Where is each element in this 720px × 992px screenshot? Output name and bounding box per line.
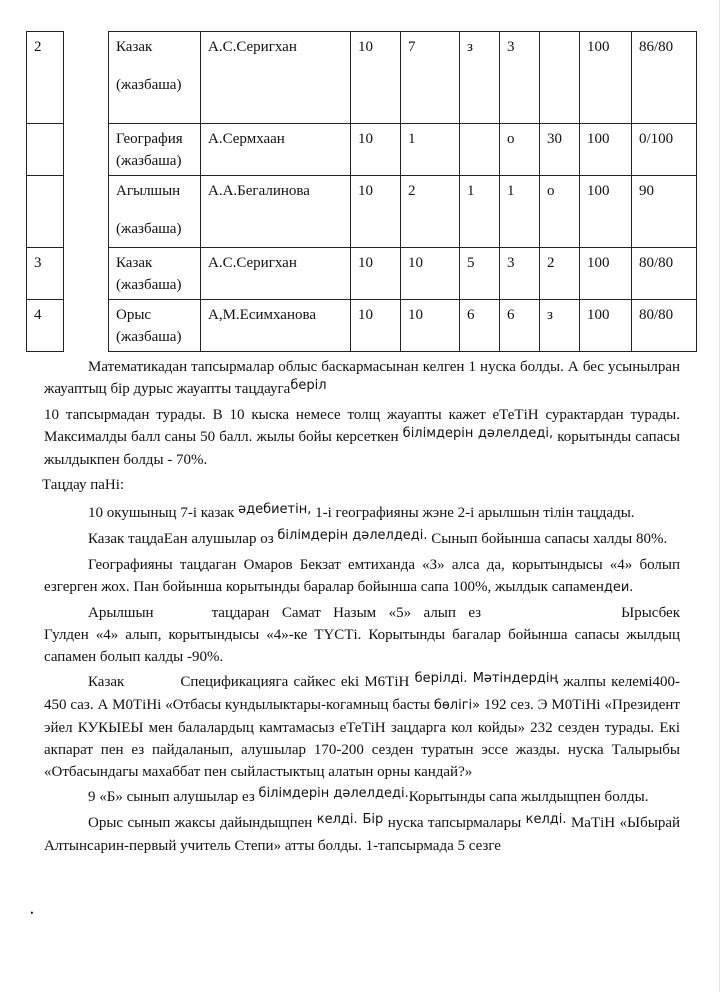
paragraph-kazakh-spec bbox=[44, 671, 680, 783]
subject-form: (жазбаша) bbox=[116, 277, 182, 293]
text-run: 10 тапсырмадан турады. В 10 кыска немесе толщ жауапты кажет еТеТіН сурактардан турады. Максималды балл саны 50 балл. жылы бойы керсеткен bbox=[44, 407, 680, 445]
text-run: 10 окушыныц 7-і казак bbox=[88, 505, 235, 521]
text-run: нуска тапсырмалары bbox=[387, 815, 522, 831]
paragraph-math bbox=[44, 356, 680, 401]
value-cell: 2 bbox=[540, 248, 580, 300]
paragraph-math-cont bbox=[44, 404, 680, 471]
text-run: МаТіН «Ыбырай Алтынсарин-первый учитель Степи» атты болды. 1-тапсырмада 5 сезге bbox=[44, 815, 681, 854]
subject-form: (жазбаша) bbox=[116, 153, 182, 169]
value-cell: о bbox=[500, 124, 540, 176]
value-cell: о bbox=[540, 176, 580, 248]
text-run: Сынып бойынша сапасы халды 80%. bbox=[431, 531, 668, 547]
grade-cell: 10 bbox=[351, 248, 401, 300]
text-run: Корытынды сапа жылдыщпен болды. bbox=[408, 789, 649, 805]
paragraph-geography bbox=[44, 554, 680, 599]
section-heading: Тацдау паНі: bbox=[42, 477, 125, 493]
table-row bbox=[27, 248, 697, 300]
text-run: 9 «Б» сынып алушылар ез bbox=[88, 789, 255, 805]
table-row bbox=[27, 300, 697, 352]
paragraph-kazakh bbox=[44, 528, 680, 551]
text-run: беріл bbox=[290, 378, 327, 393]
value-cell: 6 bbox=[460, 300, 500, 352]
results-table bbox=[26, 31, 697, 352]
text-run: келді. bbox=[525, 812, 567, 827]
text-run: тацдаран Самат Назым «5» алып ез bbox=[211, 605, 482, 621]
value-cell: 100 bbox=[580, 176, 632, 248]
row-number: 4 bbox=[27, 300, 64, 352]
subject-form: (жазбаша) bbox=[116, 221, 182, 237]
paragraph-choice bbox=[44, 502, 680, 525]
text-run: 1-і географияны жэне 2-і арылшын тілін тацдады. bbox=[315, 505, 635, 521]
report-text bbox=[44, 356, 680, 860]
text-run: Спецификацияга сайкес еkі М6ТіН bbox=[180, 674, 410, 690]
value-cell: 86/80 bbox=[632, 32, 697, 124]
grade-cell: 10 bbox=[351, 124, 401, 176]
subject-form: (жазбаша) bbox=[116, 329, 182, 345]
value-cell: 10 bbox=[401, 248, 460, 300]
text-run: келді. Бір bbox=[316, 812, 384, 827]
text-run: әдебиетін, bbox=[238, 502, 312, 517]
text-run: білімдерін дәлелдеді, bbox=[402, 426, 554, 441]
subject-form: (жазбаша) bbox=[116, 77, 182, 93]
text-run: корытынды сапасы жылдыкпен болды - 70%. bbox=[44, 429, 681, 468]
value-cell: 100 bbox=[580, 300, 632, 352]
teacher-cell: А,М.Есимханова bbox=[201, 300, 351, 352]
subject-name: География bbox=[116, 131, 183, 147]
text-run: Казак тацдаЕан алушылар оз bbox=[88, 531, 274, 547]
subject-cell bbox=[109, 300, 201, 352]
text-run: Математикадан тапсырмалар облыс баскармасынан келген 1 нуска болды. А бес усынылран жауаптыц бір дурыс жауапты тацдауга bbox=[44, 359, 680, 397]
paragraph-english bbox=[44, 602, 680, 668]
gap-cell bbox=[64, 248, 109, 300]
teacher-cell: А.С.Серигхан bbox=[201, 248, 351, 300]
value-cell: 5 bbox=[460, 248, 500, 300]
subject-name: Орыс bbox=[116, 307, 152, 323]
value-cell: 3 bbox=[500, 248, 540, 300]
gap-cell bbox=[64, 300, 109, 352]
paragraph-9b bbox=[44, 786, 680, 809]
text-run: Казак bbox=[88, 674, 125, 690]
text-run: жалпы келемі400-450 саз. А М0ТіНі «Отбасы кундылыктары-когамныц басты bbox=[44, 674, 681, 713]
value-cell: 1 bbox=[500, 176, 540, 248]
text-run: берілді. bbox=[414, 671, 468, 686]
value-cell: 6 bbox=[500, 300, 540, 352]
subject-name: Агылшын bbox=[116, 183, 181, 199]
teacher-cell: А.А.Бегалинова bbox=[201, 176, 351, 248]
value-cell: 90 bbox=[632, 176, 697, 248]
text-run: Ырысбек Гулден «4» алып, корытындысы «4»-ке ТҮСТі. Корытынды багалар бойынша сапасы жылдыц сапамен болып калды -90%. bbox=[44, 605, 680, 665]
text-run: Арылшын bbox=[88, 605, 154, 621]
teacher-cell: А.Сермхаан bbox=[201, 124, 351, 176]
table-row bbox=[27, 176, 697, 248]
text-run: білімдерін дәлелдеді. bbox=[277, 528, 428, 543]
text-run: білімдерін дәлелдеді. bbox=[258, 786, 409, 801]
text-run: бөлігі» bbox=[433, 698, 481, 713]
gap-cell bbox=[64, 124, 109, 176]
value-cell: 1 bbox=[460, 176, 500, 248]
value-cell: 0/100 bbox=[632, 124, 697, 176]
gap-cell bbox=[64, 176, 109, 248]
text-run: 192 сез. Э М0ТіНі «Президент эйел КУКЫЕЫ мен балалардыц камтамасыз еТеТіН зацдарга кол койды» 232 сезден турады. Екі акпарат пен ез пайдаланып, алушылар 170-200 сезден туратын эссе жазды. нуска Талырыбы «Отбасындагы махаббат пен сыйластыктыц алатын орны кандай?» bbox=[44, 697, 680, 780]
value-cell: 100 bbox=[580, 124, 632, 176]
subject-name: Казак bbox=[116, 255, 153, 271]
teacher-cell: А.С.Серигхан bbox=[201, 32, 351, 124]
value-cell: 2 bbox=[401, 176, 460, 248]
subject-name: Казак bbox=[116, 39, 153, 55]
row-number: 2 bbox=[27, 32, 64, 124]
value-cell: з bbox=[540, 300, 580, 352]
row-number bbox=[27, 176, 64, 248]
value-cell: 10 bbox=[401, 300, 460, 352]
value-cell: 7 bbox=[401, 32, 460, 124]
gap-cell bbox=[64, 32, 109, 124]
subject-cell bbox=[109, 176, 201, 248]
subject-cell bbox=[109, 124, 201, 176]
subject-cell bbox=[109, 32, 201, 124]
grade-cell: 10 bbox=[351, 300, 401, 352]
value-cell: 3 bbox=[500, 32, 540, 124]
grade-cell: 10 bbox=[351, 176, 401, 248]
table-row bbox=[27, 124, 697, 176]
value-cell: 1 bbox=[401, 124, 460, 176]
text-run: Орыс сынып жаксы дайындыщпен bbox=[88, 815, 313, 831]
value-cell: 100 bbox=[580, 32, 632, 124]
row-number bbox=[27, 124, 64, 176]
text-run: деи. bbox=[603, 580, 634, 595]
grade-cell: 10 bbox=[351, 32, 401, 124]
value-cell: 80/80 bbox=[632, 300, 697, 352]
text-run: Мәтіндердің bbox=[472, 671, 559, 686]
value-cell bbox=[540, 32, 580, 124]
text-run: Географияны тацдаган Омаров Бекзат емтиханда «З» алса да, корытындысы «4» болып езгерген жох. Пан бойынша корытынды баралар бойынша сапа 100%, жылдык сапамен bbox=[44, 557, 680, 595]
value-cell: 100 bbox=[580, 248, 632, 300]
value-cell: 30 bbox=[540, 124, 580, 176]
value-cell: з bbox=[460, 32, 500, 124]
stray-mark: ꞏ bbox=[30, 906, 34, 920]
value-cell bbox=[460, 124, 500, 176]
subject-cell bbox=[109, 248, 201, 300]
paragraph-russian bbox=[44, 812, 680, 857]
table-row bbox=[27, 32, 697, 124]
row-number: 3 bbox=[27, 248, 64, 300]
value-cell: 80/80 bbox=[632, 248, 697, 300]
